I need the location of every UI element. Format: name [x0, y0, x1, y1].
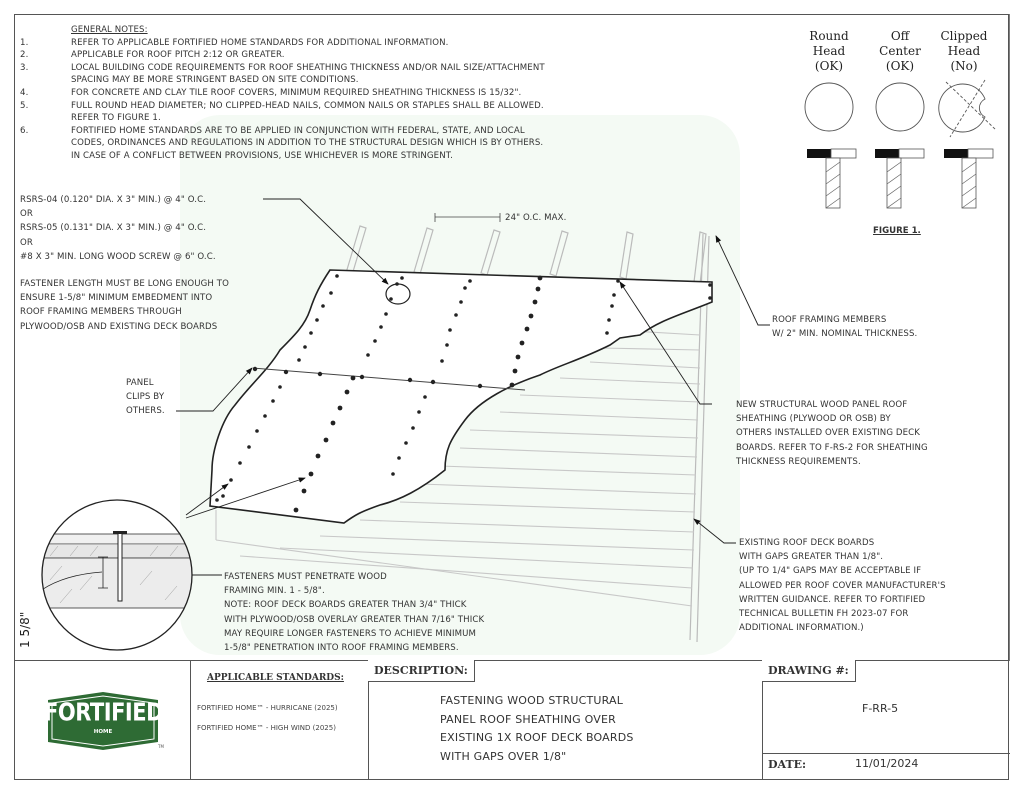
callout-line: CLIPS BY — [126, 392, 165, 403]
label-line: Head — [812, 44, 846, 58]
off-center-head-icon — [876, 83, 924, 131]
label-line: (OK) — [885, 59, 915, 73]
note-line: CODES, ORDINANCES AND REGULATIONS IN ADDITION TO THE STRUCTURAL DESIGN WHICH IS BY OTHERS. — [71, 138, 544, 149]
figure1-clipped-head-label — [934, 29, 994, 74]
figure1-nail-shanks — [807, 149, 993, 208]
drawing-description — [440, 692, 634, 766]
callout-line: RSRS-04 (0.120" DIA. X 3" MIN.) @ 4" O.C. — [20, 195, 207, 205]
callout-line: EXISTING ROOF DECK BOARDS — [739, 538, 875, 548]
drawing-number: F-RR-5 — [862, 702, 899, 715]
note-number: 1. — [20, 37, 29, 48]
figure1-off-center-label — [871, 29, 929, 74]
note-line: REFER TO FIGURE 1. — [71, 113, 161, 124]
callout-line: WITH GAPS GREATER THAN 1/8". — [739, 552, 884, 563]
note-line: FORTIFIED HOME STANDARDS ARE TO BE APPLIED IN CONJUNCTION WITH FEDERAL, STATE, AND LOCAL — [71, 125, 525, 136]
callout-line: (UP TO 1/4" GAPS MAY BE ACCEPTABLE IF — [739, 566, 922, 577]
callout-line: PANEL — [126, 378, 154, 388]
callout-line: ADDITIONAL INFORMATION.) — [739, 623, 864, 634]
label-line: Off — [890, 29, 910, 43]
description-line: WITH GAPS OVER 1/8" — [440, 749, 567, 763]
label-line: Head — [947, 44, 981, 58]
note-line: LOCAL BUILDING CODE REQUIREMENTS FOR ROOF SHEATHING THICKNESS AND/OR NAIL SIZE/ATTACHMENT — [71, 62, 545, 73]
general-notes-title: GENERAL NOTES: — [71, 25, 148, 35]
callout-line: 1-5/8" PENETRATION INTO ROOF FRAMING MEMBERS. — [224, 643, 459, 654]
callout-fastener-spec — [20, 193, 216, 264]
callout-panel-clips — [126, 376, 165, 419]
note-line: REFER TO APPLICABLE FORTIFIED HOME STANDARDS FOR ADDITIONAL INFORMATION. — [71, 37, 449, 48]
logo-brand: FORTIFIED — [44, 697, 163, 727]
note-number: 6. — [20, 125, 29, 136]
callout-line: OTHERS. — [126, 406, 165, 417]
note-number: 3. — [20, 62, 29, 73]
callout-line: FASTENER LENGTH MUST BE LONG ENOUGH TO — [20, 279, 230, 289]
callout-fastener-length — [20, 277, 229, 334]
drawing-number-label: DRAWING #: — [762, 660, 856, 682]
figure1-round-head-label — [800, 29, 858, 74]
callout-line: SHEATHING (PLYWOOD OR OSB) BY — [736, 414, 891, 425]
callout-line: FASTENERS MUST PENETRATE WOOD — [224, 572, 387, 582]
note-line: IN CASE OF A CONFLICT BETWEEN PROVISIONS, USE WHICHEVER IS MORE STRINGENT. — [71, 150, 453, 161]
figure1-drawings — [805, 80, 996, 137]
callout-line: NEW STRUCTURAL WOOD PANEL ROOF — [736, 400, 908, 410]
callout-line: ALLOWED PER ROOF COVER MANUFACTURER'S — [739, 580, 946, 591]
note-number: 4. — [20, 87, 29, 98]
callout-line: RSRS-05 (0.131" DIA. X 3" MIN.) @ 4" O.C. — [20, 223, 207, 234]
note-line: APPLICABLE FOR ROOF PITCH 2:12 OR GREATER. — [71, 50, 285, 61]
label-line: (No) — [950, 59, 978, 73]
round-head-icon — [805, 83, 853, 131]
callout-line: NOTE: ROOF DECK BOARDS GREATER THAN 3/4" THICK — [224, 600, 467, 611]
standard-item: FORTIFIED HOME™ - HURRICANE (2025) — [197, 704, 338, 712]
note-line: SPACING MAY BE MORE STRINGENT BASED ON SITE CONDITIONS. — [71, 75, 359, 86]
fortified-home-logo — [44, 692, 162, 748]
date-value: 11/01/2024 — [855, 757, 919, 770]
label-line: (OK) — [814, 59, 844, 73]
detail-dimension-label: 1 5/8" — [18, 611, 32, 648]
callout-line: ROOF FRAMING MEMBERS — [772, 315, 887, 325]
callout-line: W/ 2" MIN. NOMINAL THICKNESS. — [772, 329, 918, 340]
callout-line: WRITTEN GUIDANCE. REFER TO FORTIFIED — [739, 594, 926, 605]
callout-existing-deck — [739, 536, 946, 635]
note-number: 2. — [20, 50, 29, 61]
description-line: EXISTING 1X ROOF DECK BOARDS — [440, 731, 634, 744]
description-line: PANEL ROOF SHEATHING OVER — [440, 712, 616, 726]
leader-roof-framing — [716, 236, 770, 325]
callout-new-sheathing — [736, 398, 928, 469]
date-divider — [763, 753, 1010, 754]
callout-line: OTHERS INSTALLED OVER EXISTING DECK — [736, 428, 921, 439]
callout-line: ROOF FRAMING MEMBERS THROUGH — [20, 307, 182, 318]
callout-roof-framing — [772, 313, 917, 341]
callout-line: WITH PLYWOOD/OSB OVERLAY GREATER THAN 7/16" THICK — [224, 614, 485, 625]
callout-line: BOARDS. REFER TO F-RS-2 FOR SHEATHING — [736, 442, 928, 453]
figure1-title: FIGURE 1. — [873, 226, 921, 236]
callout-line: OR — [20, 209, 33, 220]
description-label: DESCRIPTION: — [368, 660, 475, 682]
note-line: FULL ROUND HEAD DIAMETER; NO CLIPPED-HEAD NAILS, COMMON NAILS OR STAPLES SHALL BE ALLOWED. — [71, 100, 544, 111]
callout-line: ENSURE 1-5/8" MINIMUM EMBEDMENT INTO — [20, 293, 213, 304]
clipped-head-icon — [939, 84, 985, 132]
note-line: FOR CONCRETE AND CLAY TILE ROOF COVERS, MINIMUM REQUIRED SHEATHING THICKNESS IS 15/32". — [71, 87, 522, 98]
standard-item: FORTIFIED HOME™ - HIGH WIND (2025) — [197, 724, 336, 732]
callout-penetration — [224, 570, 484, 655]
callout-line: #8 X 3" MIN. LONG WOOD SCREW @ 6" O.C. — [20, 251, 216, 262]
logo-tm: TM — [158, 744, 164, 749]
label-line: Clipped — [940, 29, 988, 43]
label-line: Round — [809, 29, 849, 43]
callout-line: FRAMING MIN. 1 - 5/8". — [224, 586, 325, 597]
callout-line: TECHNICAL BULLETIN FH 2023-07 FOR — [739, 609, 909, 620]
date-label: DATE: — [768, 758, 807, 771]
callout-line: MAY REQUIRE LONGER FASTENERS TO ACHIEVE MINIMUM — [224, 628, 477, 639]
logo-sub: HOME — [93, 729, 113, 735]
callout-spacing: 24" O.C. MAX. — [505, 213, 567, 223]
standards-title: APPLICABLE STANDARDS: — [207, 673, 344, 683]
callout-line: THICKNESS REQUIREMENTS. — [736, 456, 861, 467]
note-number: 5. — [20, 100, 29, 111]
callout-line: PLYWOOD/OSB AND EXISTING DECK BOARDS — [20, 321, 218, 332]
spacing-dimension — [435, 213, 500, 222]
label-line: Center — [879, 44, 921, 58]
description-line: FASTENING WOOD STRUCTURAL — [440, 694, 624, 707]
fastener-detail-circle — [15, 500, 200, 650]
callout-line: OR — [20, 237, 33, 248]
